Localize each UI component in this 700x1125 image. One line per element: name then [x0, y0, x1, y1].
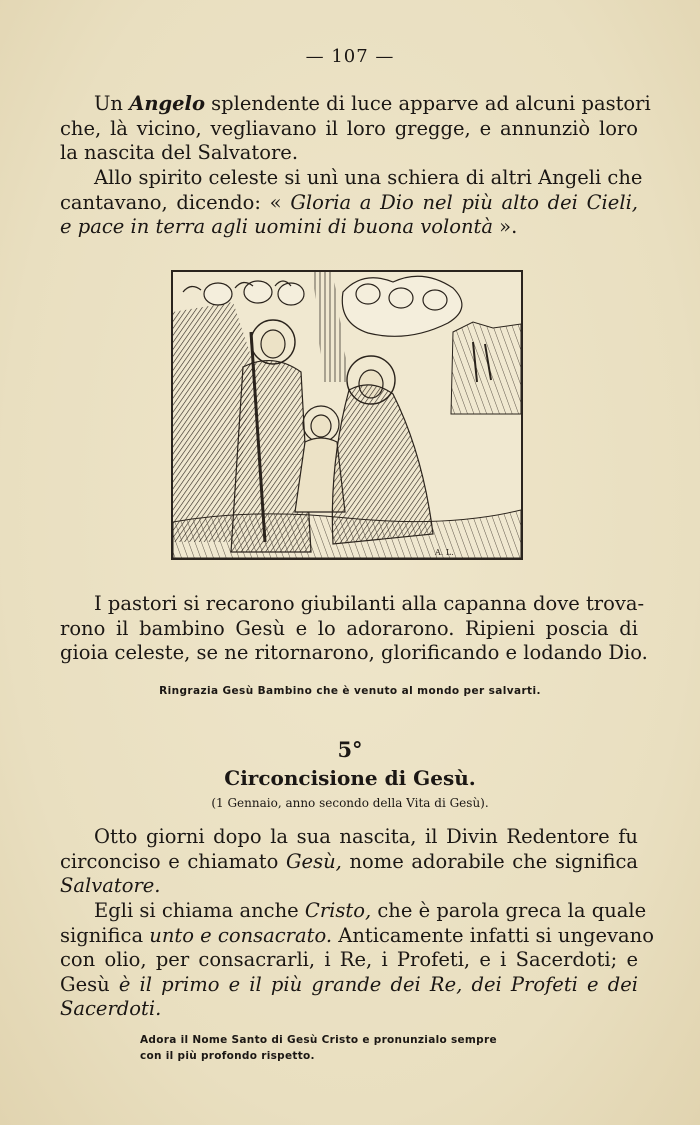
section-title: Circoncisione di Gesù. [224, 766, 476, 790]
paragraph-line: la nascita del Salvatore. [60, 141, 299, 164]
quoted-text: e pace in terra agli uomini di buona volontà [60, 215, 493, 238]
paragraph-line [60, 923, 654, 949]
section-subtitle: (1 Gennaio, anno secondo della Vita di Gesù). [211, 796, 489, 810]
devotional-note-2 [140, 1032, 540, 1064]
paragraph-shepherds [60, 592, 648, 666]
nativity-illustration [171, 270, 523, 560]
paragraph-line: che, là vicino, vegliavano il loro gregge, e annunziò loro [60, 116, 638, 140]
quoted-text: Gloria a Dio nel più alto dei Cieli, [290, 190, 639, 214]
text-run: che è parola greca la quale [371, 899, 647, 922]
text-run: significa [60, 923, 150, 947]
engraver-signature: A. L. [435, 548, 454, 557]
paragraph-line [60, 92, 651, 117]
text-run: nome adorabile che significa [341, 849, 638, 873]
italic-text: è il primo e il più grande dei Re, dei Profeti e dei [118, 972, 638, 996]
italic-text: unto e consacrato. [149, 923, 333, 947]
text-run: Anticamente infatti si ungevano [332, 923, 654, 947]
paragraph-line [60, 874, 638, 899]
text-run: Gesù [60, 972, 119, 996]
text-run: Un [94, 92, 130, 115]
paragraph-line [60, 191, 638, 216]
note-line: con il più profondo rispetto. [140, 1050, 315, 1062]
paragraph-line: Allo spirito celeste si unì una schiera di altri Angeli che [94, 166, 643, 189]
italic-text: Gesù, [285, 849, 342, 873]
paragraph-line [60, 973, 638, 998]
text-run: circonciso e chiamato [60, 849, 286, 873]
nativity-engraving [173, 272, 521, 558]
paragraph-line [60, 997, 638, 1022]
italic-text: Salvatore. [60, 874, 161, 897]
page-number: — 107 — [305, 46, 395, 67]
text-run: splendente di luce apparve ad alcuni pastori [204, 92, 651, 115]
paragraph-line: I pastori si recarono giubilanti alla capanna dove trova- [94, 592, 645, 615]
italic-text: Cristo, [304, 899, 372, 922]
italic-text: Sacerdoti. [60, 997, 162, 1020]
paragraph-line: rono il bambino Gesù e lo adorarono. Ripieni poscia di [60, 616, 638, 640]
text-run: ». [492, 215, 518, 238]
paragraph-line [60, 850, 638, 875]
paragraph-line: con olio, per consacrarli, i Re, i Profeti, e i Sacerdoti; e [60, 948, 638, 971]
section-number: 5° [337, 737, 363, 762]
emphasized-word: Angelo [129, 92, 205, 115]
text-run: Egli si chiama anche [94, 899, 305, 922]
paragraph-line: gioia celeste, se ne ritornarono, glorificando e lodando Dio. [60, 641, 648, 664]
paragraph-angel [60, 92, 651, 166]
paragraph-circumcision [60, 825, 638, 899]
note-line: Adora il Nome Santo di Gesù Cristo e pronunzialo sempre [140, 1034, 497, 1046]
devotional-note: Ringrazia Gesù Bambino che è venuto al mondo per salvarti. [159, 685, 541, 697]
text-run: cantavano, dicendo: « [60, 190, 291, 214]
paragraph-christ [60, 899, 654, 1022]
paragraph-line: Otto giorni dopo la sua nascita, il Divin Redentore fu [94, 825, 638, 848]
paragraph-line [60, 899, 647, 924]
paragraph-line [60, 215, 638, 240]
paragraph-choir [60, 166, 643, 240]
